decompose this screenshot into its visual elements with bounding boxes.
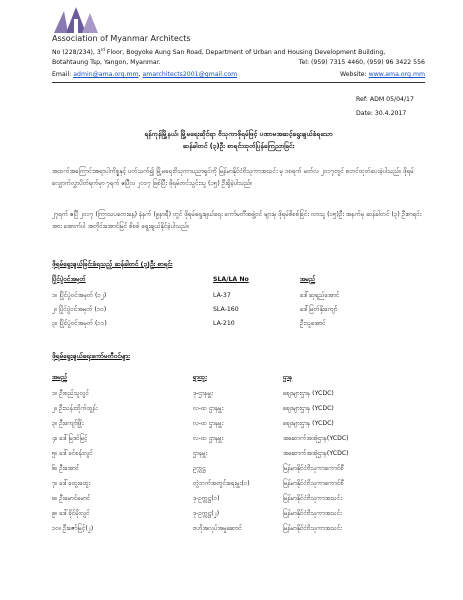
committee-member-name: ၄။ ဒေါ်မြဒင်မြင့် bbox=[52, 435, 88, 442]
committee-member-position: လ-ထ ဌာနမှူး bbox=[193, 435, 224, 442]
committee-member-department: အဆောက်အအုံဌာန(YCDC) bbox=[283, 435, 349, 442]
candidate-entry: ၂။ ပြိုင်ပွဲဝင်အမှတ် (၁၀) bbox=[52, 306, 107, 313]
committee-member-position: လ-ထ ဌာနမှူး bbox=[193, 405, 224, 412]
header-divider bbox=[52, 82, 425, 83]
email-link-admin[interactable]: admin@ama.org.mm bbox=[73, 71, 139, 78]
committee-header-name: အမည် bbox=[52, 374, 68, 381]
address-line-1-sup: rd bbox=[100, 47, 105, 52]
candidate-sla-no: LA-210 bbox=[213, 320, 235, 327]
website-link[interactable]: www.ama.org.mm bbox=[368, 71, 425, 78]
committee-member-name: ၃။ ဦးကျော်ဖြိုး bbox=[52, 420, 84, 427]
committee-member-name: ၉။ ဒေါ်ခိုင်မိုးလွင် bbox=[52, 510, 90, 517]
telephone: Tel: (959) 7315 4460, (959) 96 3422 556 bbox=[298, 59, 425, 66]
email-label: Email: bbox=[52, 71, 72, 78]
email-separator: , bbox=[138, 71, 141, 78]
email-line bbox=[52, 71, 237, 78]
candidate-name: ဦးသူအောင် bbox=[300, 320, 326, 327]
committee-header-position: ရာထူး bbox=[193, 374, 207, 381]
candidate-name: ဒေါ်ဆုရည်အောင် bbox=[300, 292, 340, 299]
candidate-entry: ၃။ ပြိုင်ပွဲဝင်အမှတ် (၁၁) bbox=[52, 320, 107, 327]
committee-member-name: ၅။ ဒေါ်ခင်စန်းလွင် bbox=[52, 450, 93, 457]
body-paragraph-2: ၂၇ရက် ဧပြီ ၂၀၁၇ (ကြာသပတေးနေ့) နံနက် (၉နာရီ) တွင် ဖိုရမ်ရွေးချယ်ရေး ကော်မတီအဖွဲ့ဝင် များမှ ဖိုရမ်စိစစ်ခြင်း လာသူ (၁၅)ဦး အနက်မှ ဆန်ခါတင် (၃) ဦးစာရင်းအား အောက်ပါ အတိုင်းအောင်မြင် စိစစ် ရွေးချယ်နိုင်ခဲ့ပါသည်။ bbox=[52, 211, 422, 230]
candidates-header-sla: SLA/LA No bbox=[213, 276, 249, 283]
ama-logo-icon bbox=[52, 5, 100, 35]
committee-member-department: အဆောက်အအုံဌာန(YCDC) bbox=[283, 450, 349, 457]
candidate-sla-no: SLA-160 bbox=[213, 306, 239, 313]
committee-member-department: မြန်မာနိုင်ငံဗိသုကာအသင်း bbox=[283, 495, 342, 502]
candidate-name: ဒေါ်မြတ်နိုးကျော် bbox=[300, 306, 338, 313]
committee-member-position: ဒု-ဥက္ကဋ္ဌ(၂) bbox=[193, 510, 220, 517]
address-line-1 bbox=[52, 47, 385, 56]
committee-member-position: ဌာနမှူး bbox=[193, 450, 208, 457]
reference-number: Ref: ADM 05/04/17 bbox=[356, 96, 414, 103]
committee-member-position: တွဲဘက်အတွင်းရေးမှူး(၁) bbox=[193, 480, 250, 487]
committee-member-department: စျေးများဌာန (YCDC) bbox=[283, 390, 334, 397]
body-paragraph-1: အထက်အကြောင်းအရာပါကိစ္စနှင့် ပတ်သက်၍ မြို့မရေးဗိသုကာပညာရှင်ကို မြန်မာနိုင်ငံဗိသုကာအသင်း မှ ၁၈ရက် မတ်လ ၂၀၁၇တွင် စတင်ထုတ်ပေးခဲ့ပါသည်။ ဖိုရမ်လျှောက်လွှာပိတ်ရက်မှာ ၇ရက် ဧပြီလ ၂၀၁၇ ဖြစ်ပြီး ဖိုရမ်တင်သွင်းသူ (၁၅) ဦးရှိခဲ့ပါသည်။ bbox=[52, 168, 414, 187]
email-link-gmail[interactable]: amarchitects2001@gmail.com bbox=[142, 71, 238, 78]
committee-member-position: လ-ထ ဌာနမှူး bbox=[193, 420, 224, 427]
committee-member-department: မြန်မာနိုင်ငံဗိသုကာအသင်း bbox=[283, 510, 342, 517]
committee-member-department: မြန်မာနိုင်ငံဗိသုကာကောင်စီ bbox=[283, 480, 344, 487]
committee-member-position: ဒု-ဌာနမှူး bbox=[193, 390, 213, 397]
letter-title-line-2: ဆန်ခါတင် (၃)ဦး စာရင်းထုတ်ပြန်ကြေညာခြင်း bbox=[182, 142, 295, 150]
website-label: Website: bbox=[339, 71, 367, 78]
letter-title-line-1: ရန်ကုန်မြို့နယ်၊ မြို့မရေးဆိုင်ရာ ဗိသုကာဖိုရမ်ဖြင့် ပဏာမအဆင့်ရွေးချယ်ခံရသော bbox=[144, 130, 333, 138]
committee-member-position: ဒု-ဥက္ကဋ္ဌ(၁) bbox=[193, 495, 220, 502]
committee-member-name: ၇။ ဒေါ်ထွေးထွေး bbox=[52, 480, 91, 487]
committee-member-position: ဗဟိုအလုပ်အမှုဆောင် bbox=[193, 525, 242, 532]
address-line-1-post: Floor, Bogyoke Aung San Road, Department of Urban and Housing Development Building, bbox=[104, 49, 386, 57]
committee-section-title: ဖိုရမ်ရွေးချယ်ရေးကော်မတီဝင်များ bbox=[52, 352, 130, 360]
candidate-entry: ၁။ ပြိုင်ပွဲဝင်အမှတ် (၁၂) bbox=[52, 292, 107, 299]
committee-member-department: မြန်မာနိုင်ငံဗိသုကာအသင်း bbox=[283, 525, 342, 532]
candidate-sla-no: LA-37 bbox=[213, 292, 231, 299]
committee-member-department: စျေးများဌာန (YCDC) bbox=[283, 405, 334, 412]
committee-member-name: ၁။ ဦးစည်သူလွင် bbox=[52, 390, 90, 397]
committee-member-name: ၁၀။ ဦးဇော်မြင့်(၂) bbox=[52, 525, 94, 532]
committee-member-name: ၈။ ဦးမောင်မောင် bbox=[52, 495, 91, 502]
committee-member-name: ၂။ ဦးသန်းထိုက်ထွန်း bbox=[52, 405, 98, 412]
committee-member-department: စျေးများဌာန (YCDC) bbox=[283, 420, 334, 427]
org-name: Association of Myanmar Architects bbox=[52, 34, 191, 43]
candidates-header-entry: ပြိုင်ပွဲဝင်အမှတ် bbox=[52, 276, 86, 283]
committee-header-department: ဌာန bbox=[283, 374, 293, 381]
letter-date: Date: 30.4.2017 bbox=[356, 110, 407, 117]
address-line-1-pre: No (228/234), 3 bbox=[52, 49, 101, 57]
website-line bbox=[340, 71, 425, 78]
committee-member-position: ဥက္ကဋ္ဌ bbox=[193, 465, 206, 472]
committee-member-department: မြန်မာနိုင်ငံဗိသုကာကောင်စီ bbox=[283, 465, 344, 472]
candidates-header-name: အမည် bbox=[300, 276, 316, 283]
address-line-2: Botahtaung Tsp, Yangon, Myanmar. bbox=[52, 59, 161, 66]
committee-member-name: ၆။ ဦးအောင် bbox=[52, 465, 80, 472]
candidates-section-title: ဖိုရမ်ရွေးချယ်ခြင်းခံရသည့် ဆန်ခါတင် (၃)ဦး စာရင်း bbox=[52, 260, 173, 268]
